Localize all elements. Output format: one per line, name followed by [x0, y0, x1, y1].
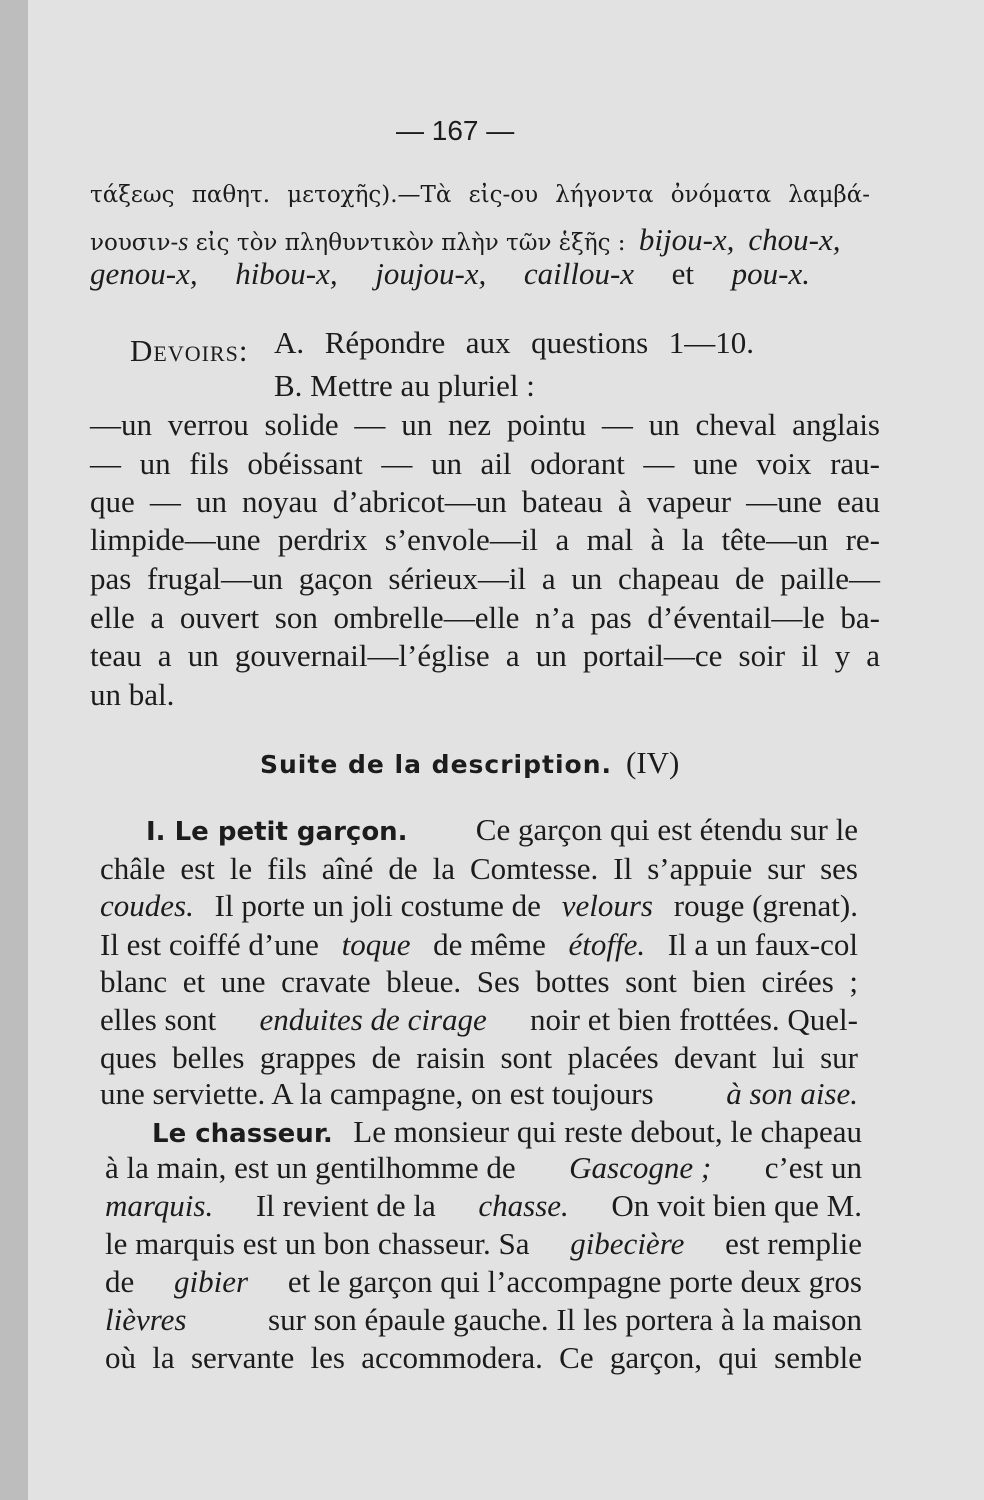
example-joujou: joujou-x, [375, 256, 487, 291]
devoirs-line-2: — un fils obéissant — un ail odorant — une voix rau- [90, 446, 880, 481]
para2-marquis: marquis. [105, 1188, 214, 1223]
para2-line-1 [152, 1114, 862, 1150]
para2-text-6a: sur son épaule gauche. Il les portera à la maison [268, 1302, 862, 1337]
grammar-note-line-3 [90, 256, 810, 292]
para2-line-3 [105, 1188, 862, 1224]
section-title [260, 745, 679, 781]
grammar-note-line-2 [90, 222, 880, 258]
para2-text-2a: à la main, est un gentilhomme de [105, 1150, 516, 1185]
example-pou: pou-x. [731, 256, 810, 291]
para2-heading: Le chasseur. [152, 1119, 333, 1149]
devoirs-line-4: limpide—une perdrix s’envole—il a mal à la tête—un re- [90, 522, 880, 557]
para1-son-aise: à son aise. [726, 1076, 858, 1111]
example-bijou: bijou-x, [638, 222, 735, 257]
devoirs-b: B. Mettre au pluriel : [274, 368, 535, 403]
para1-text-4a: Il est coiffé d’une [100, 927, 319, 962]
para2-line-4 [105, 1226, 862, 1262]
devoirs-line-1: —un verrou solide — un nez pointu — un cheval anglais [90, 407, 880, 442]
para2-text-2b: c’est un [764, 1150, 862, 1185]
example-et: et [671, 256, 695, 291]
para2-text-4b: est remplie [725, 1226, 862, 1261]
para1-text-4c: Il a un faux-col [667, 927, 858, 962]
para1-text-4b: de même [433, 927, 546, 962]
para2-text-1: Le monsieur qui reste debout, le chapeau [353, 1114, 862, 1149]
devoirs-line-6: elle a ouvert son ombrelle—elle n’a pas d’éventail—le ba- [90, 600, 880, 635]
devoirs-line-5: pas frugal—un gaçon sérieux—il a un chapeau de paille— [90, 561, 880, 596]
grammar-note-line-1: τάξεως παθητ. μετοχῆς).—Τὰ εἰς-ου λήγοντα ὀνόματα λαμβά- [90, 182, 870, 208]
para1-line-2: châle est le fils aîné de la Comtesse. Il s’appuie sur ses [100, 851, 858, 886]
para2-line-7: où la servante les accommodera. Ce garçon, qui semble [105, 1340, 862, 1375]
para1-text-6a: elles sont [100, 1002, 217, 1037]
para1-text-3b: rouge (grenat). [673, 888, 858, 923]
para1-line-4 [100, 927, 858, 963]
devoirs-line-3: que — un noyau d’abricot—un bateau à vapeur —une eau [90, 484, 880, 519]
para2-gibeciere: gibecière [570, 1226, 685, 1261]
para2-text-3a: Il revient de la [255, 1188, 436, 1223]
para2-text-5b: et le garçon qui l’accompagne porte deux gros [287, 1264, 862, 1299]
page-binding-edge [0, 0, 30, 1500]
example-caillou: caillou-x [523, 256, 635, 291]
para1-text-1: Ce garçon qui est étendu sur le [475, 812, 858, 847]
para1-line-5: blanc et une cravate bleue. Ses bottes sont bien cirées ; [100, 964, 858, 999]
grammar-greek-text-a: νουσιν- [90, 230, 179, 256]
para2-text-3b: On voit bien que M. [611, 1188, 862, 1223]
para1-line-8 [100, 1076, 858, 1112]
para2-gascogne: Gascogne ; [569, 1150, 712, 1185]
section-number: (IV) [626, 745, 680, 780]
grammar-greek-text-b: εἰς τὸν πληθυντικὸν πλὴν τῶν ἑξῆς : [188, 230, 633, 256]
para1-text-6b: noir et bien frottées. Quel- [530, 1002, 858, 1037]
para1-text-8a: une serviette. A la campagne, on est toujours [100, 1076, 654, 1111]
para2-chasse: chasse. [478, 1188, 569, 1223]
para1-coudes: coudes. [100, 888, 194, 923]
devoirs-line-7: teau a un gouvernail—l’église a un portail—ce soir il y a [90, 638, 880, 673]
para2-text-4a: le marquis est un bon chasseur. Sa [105, 1226, 530, 1261]
para1-line-3 [100, 888, 858, 924]
example-hibou: hibou-x, [235, 256, 338, 291]
para2-line-6 [105, 1302, 862, 1338]
devoirs-label: Devoirs: [130, 333, 249, 368]
para2-line-2 [105, 1150, 862, 1186]
para1-velours: velours [561, 888, 653, 923]
para1-line-1 [146, 812, 858, 848]
example-genou: genou-x, [90, 256, 198, 291]
para2-lievres: lièvres [105, 1302, 187, 1337]
page-number: — 167 — [396, 115, 515, 146]
example-chou: chou-x, [748, 222, 841, 257]
book-page [28, 0, 984, 1500]
para1-line-7: ques belles grappes de raisin sont placées devant lui sur [100, 1040, 858, 1075]
devoirs-a: A. Répondre aux questions 1—10. [274, 325, 754, 360]
para1-text-3: Il porte un joli costume de [214, 888, 541, 923]
para1-etoffe: étoffe. [568, 927, 646, 962]
devoirs-line-8: un bal. [90, 677, 175, 712]
para1-toque: toque [341, 927, 411, 962]
para2-text-5a: de [105, 1264, 135, 1299]
section-title-text: Suite de la description. [260, 750, 613, 779]
para1-heading: I. Le petit garçon. [146, 817, 408, 847]
para2-gibier: gibier [174, 1264, 249, 1299]
para1-line-6 [100, 1002, 858, 1038]
para1-enduites: enduites de cirage [259, 1002, 487, 1037]
grammar-s-letter: s [178, 227, 189, 256]
para2-line-5 [105, 1264, 862, 1300]
